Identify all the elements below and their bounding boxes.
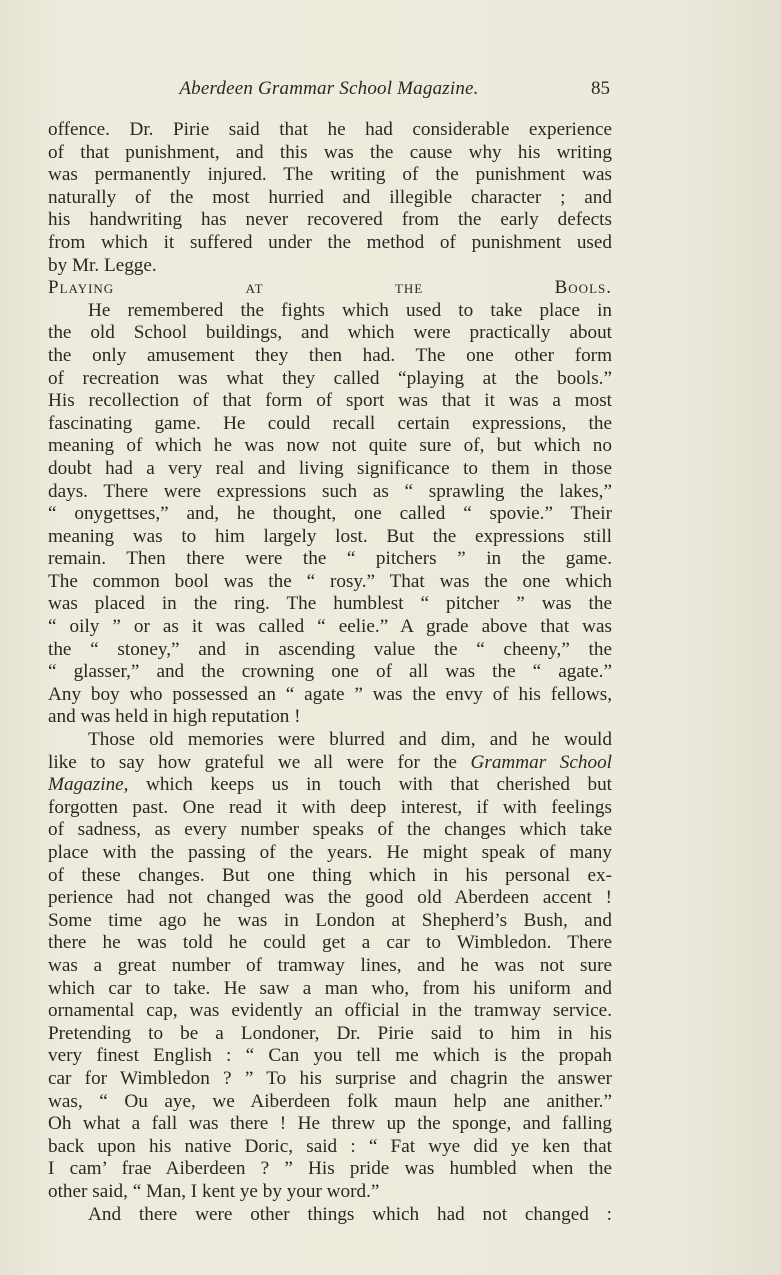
text-line: the old School buildings, and which were practically about bbox=[48, 322, 612, 344]
text-line: of that punishment, and this was the cause why his writing bbox=[48, 141, 612, 163]
running-head bbox=[48, 78, 610, 102]
text-line: offence. Dr. Pirie said that he had considerable experience bbox=[48, 119, 612, 140]
text-line: The common bool was the “ rosy.” That was the one which bbox=[48, 570, 612, 592]
text-line: doubt had a very real and living significance to them in those bbox=[48, 457, 612, 479]
section-heading: Playing at the Bools. bbox=[48, 277, 612, 299]
italic-title: Grammar School bbox=[470, 751, 613, 773]
text-line: Some time ago he was in London at Shepherd’s Bush, and bbox=[48, 909, 612, 931]
text-line: was placed in the ring. The humblest “ pitcher ” was the bbox=[48, 593, 612, 615]
text-line: and was held in high reputation ! bbox=[48, 706, 301, 728]
text-line: of these changes. But one thing which in his personal ex- bbox=[48, 864, 612, 886]
text-line: Oh what a fall was there ! He threw up the sponge, and falling bbox=[48, 1113, 612, 1135]
text-line: I cam’ frae Aiberdeen ? ” His pride was humbled when the bbox=[48, 1158, 612, 1180]
running-title: Aberdeen Grammar School Magazine. bbox=[179, 78, 479, 99]
text-line: car for Wimbledon ? ” To his surprise and chagrin the answer bbox=[48, 1067, 612, 1089]
text-line: meaning of which he was now not quite sure of, but which no bbox=[48, 435, 612, 457]
text-line bbox=[48, 752, 612, 775]
text-line bbox=[48, 774, 612, 797]
text-line: meaning was to him largely lost. But the expressions still bbox=[48, 525, 612, 547]
text-line: which car to take. He saw a man who, from his uniform and bbox=[48, 977, 612, 999]
page-number: 85 bbox=[591, 78, 610, 99]
text-line: His recollection of that form of sport was that it was a most bbox=[48, 390, 612, 412]
text-line: ornamental cap, was evidently an official in the tramway service. bbox=[48, 1000, 612, 1022]
text-line: fascinating game. He could recall certain expressions, the bbox=[48, 412, 612, 434]
text-line: back upon his native Doric, said : “ Fat wye did ye ken that bbox=[48, 1135, 612, 1157]
text-line: of sadness, as every number speaks of the changes which take bbox=[48, 819, 612, 841]
paragraph-2 bbox=[48, 300, 612, 729]
body-text bbox=[48, 119, 612, 1226]
text-span: like to say how grateful we all were for the bbox=[48, 751, 457, 773]
text-line: by Mr. Legge. bbox=[48, 254, 157, 276]
paragraph-1 bbox=[48, 119, 612, 277]
text-line: his handwriting has never recovered from the early defects bbox=[48, 209, 612, 231]
text-line: “ oily ” or as it was called “ eelie.” A grade above that was bbox=[48, 616, 612, 638]
text-line: forgotten past. One read it with deep interest, if with feelings bbox=[48, 796, 612, 818]
text-line: the “ stoney,” and in ascending value the “ cheeny,” the bbox=[48, 638, 612, 660]
italic-title: Magazine, bbox=[48, 774, 129, 796]
text-line: was permanently injured. The writing of the punishment was bbox=[48, 164, 612, 186]
text-line: Those old memories were blurred and dim, and he would bbox=[88, 729, 612, 751]
text-line: place with the passing of the years. He might speak of many bbox=[48, 842, 612, 863]
text-line: from which it suffered under the method of punishment used bbox=[48, 231, 612, 253]
text-span: which keeps us in touch with that cherished but bbox=[145, 774, 612, 796]
text-line: the only amusement they then had. The one other form bbox=[48, 344, 612, 366]
text-line: very finest English : “ Can you tell me which is the propah bbox=[48, 1045, 612, 1067]
text-line: naturally of the most hurried and illegible character ; and bbox=[48, 186, 612, 208]
text-line: remain. Then there were the “ pitchers ” in the game. bbox=[48, 548, 612, 570]
text-line: He remembered the fights which used to take place in bbox=[88, 299, 612, 321]
text-line: there he was told he could get a car to Wimbledon. There bbox=[48, 932, 612, 954]
text-line: other said, “ Man, I kent ye by your word.” bbox=[48, 1180, 380, 1202]
text-line: “ glasser,” and the crowning one of all was the “ agate.” bbox=[48, 661, 612, 683]
text-line: perience had not changed was the good old Aberdeen accent ! bbox=[48, 887, 612, 909]
text-line: Pretending to be a Londoner, Dr. Pirie said to him in his bbox=[48, 1022, 612, 1044]
text-line: of recreation was what they called “playing at the bools.” bbox=[48, 367, 612, 389]
text-line: was a great number of tramway lines, and he was not sure bbox=[48, 954, 612, 976]
text-line: was, “ Ou aye, we Aiberdeen folk maun help ane anither.” bbox=[48, 1090, 612, 1112]
text-line: days. There were expressions such as “ sprawling the lakes,” bbox=[48, 480, 612, 502]
text-line: “ onygettses,” and, he thought, one called “ spovie.” Their bbox=[48, 503, 612, 525]
text-line: Any boy who possessed an “ agate ” was the envy of his fellows, bbox=[48, 683, 612, 705]
text-line: And there were other things which had not changed : bbox=[88, 1203, 612, 1225]
paragraph-3 bbox=[48, 729, 612, 1203]
paragraph-4 bbox=[48, 1204, 612, 1227]
